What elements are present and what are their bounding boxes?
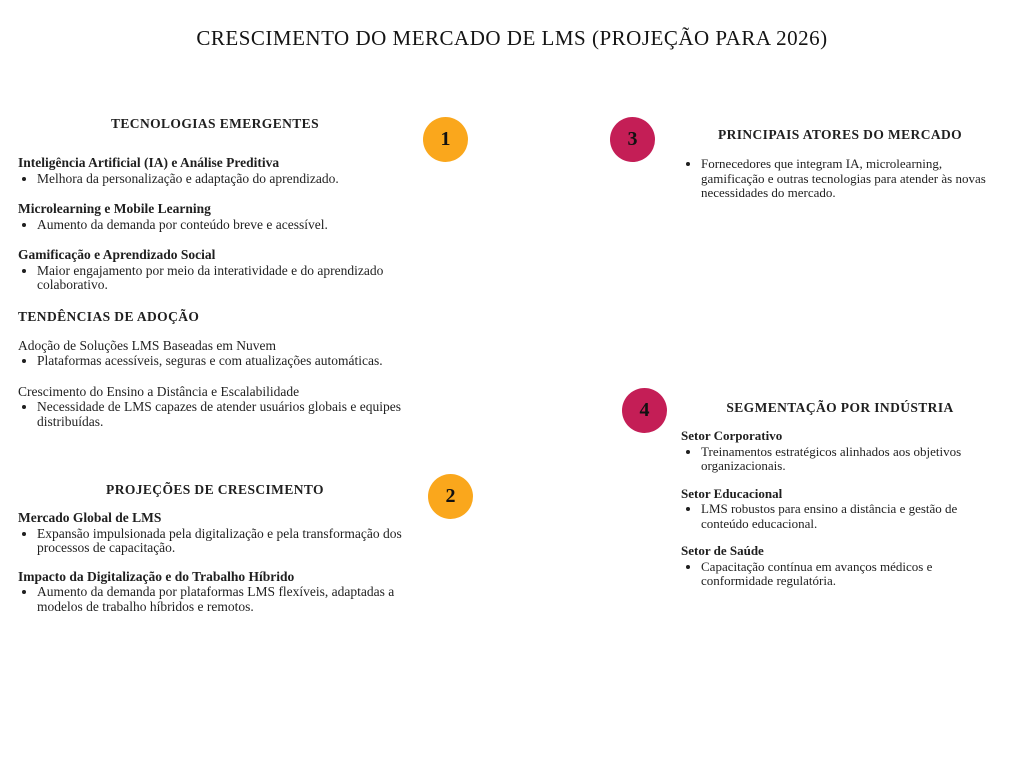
bullet-point: • Maior engajamento por meio da interatividade e do aprendizado colaborativo. <box>37 264 412 293</box>
topic-item <box>18 570 412 615</box>
bullet-list <box>18 218 412 233</box>
topic-heading: Mercado Global de LMS <box>18 510 162 525</box>
section-industry-segmentation <box>681 400 999 602</box>
topic-item <box>18 385 412 430</box>
bullet-list <box>18 354 412 369</box>
topic-item <box>681 487 999 532</box>
topic-item <box>681 157 999 201</box>
bullet-point: • Aumento da demanda por plataformas LMS flexíveis, adaptadas a modelos de trabalho híbridos e remotos. <box>37 585 412 614</box>
topic-heading: Setor Educacional <box>681 485 783 501</box>
step-badge-2 <box>428 474 473 519</box>
step-badge-2-number: 2 <box>445 485 456 507</box>
bullet-list <box>681 560 999 589</box>
bullet-point: • Capacitação contínua em avanços médicos e conformidade regulatória. <box>701 560 999 589</box>
bullet-list <box>681 157 999 201</box>
bullet-point: • LMS robustos para ensino a distância e gestão de conteúdo educacional. <box>701 502 999 531</box>
bullet-list <box>681 445 999 474</box>
topic-heading: Crescimento do Ensino a Distância e Escalabilidade <box>18 383 300 399</box>
bullet-point: • Aumento da demanda por conteúdo breve e acessível. <box>37 218 412 233</box>
bullet-point: • Fornecedores que integram IA, microlearning, gamificação e outras tecnologias para atender às novas necessidades do mercado. <box>701 157 999 201</box>
section-header-industry-segmentation: SEGMENTAÇÃO POR INDÚSTRIA <box>726 400 954 415</box>
topic-item <box>18 156 412 186</box>
topic-heading: Microlearning e Mobile Learning <box>18 201 211 216</box>
topic-item <box>681 429 999 474</box>
section-emerging-technologies <box>18 116 412 445</box>
section-growth-projections <box>18 482 412 628</box>
topic-heading: Setor de Saúde <box>681 543 764 558</box>
section-header-market-players: PRINCIPAIS ATORES DO MERCADO <box>717 127 963 142</box>
topic-heading: Impacto da Digitalização e do Trabalho Híbrido <box>18 568 295 584</box>
section-header-adoption-trends: TENDÊNCIAS DE ADOÇÃO <box>18 308 200 324</box>
step-badge-3-number: 3 <box>627 128 638 150</box>
topic-heading: Gamificação e Aprendizado Social <box>18 247 216 262</box>
section-header-emerging-technologies: TECNOLOGIAS EMERGENTES <box>111 116 319 131</box>
bullet-list <box>18 264 412 293</box>
bullet-point: • Melhora da personalização e adaptação do aprendizado. <box>37 172 412 187</box>
section-market-players <box>681 127 999 214</box>
topic-item <box>18 511 412 556</box>
bullet-list <box>681 502 999 531</box>
topic-item <box>18 248 412 293</box>
section-header-growth-projections: PROJEÇÕES DE CRESCIMENTO <box>106 482 324 497</box>
topic-item <box>18 339 412 369</box>
bullet-point: • Necessidade de LMS capazes de atender usuários globais e equipes distribuídas. <box>37 400 412 429</box>
step-badge-1-number: 1 <box>440 128 451 150</box>
bullet-list <box>18 400 412 429</box>
step-badge-3 <box>610 117 655 162</box>
step-badge-4-number: 4 <box>639 399 650 421</box>
bullet-point: • Treinamentos estratégicos alinhados aos objetivos organizacionais. <box>701 445 999 474</box>
topic-item <box>18 202 412 232</box>
topic-heading: Setor Corporativo <box>681 428 783 443</box>
topic-item <box>681 544 999 589</box>
step-badge-4 <box>622 388 667 433</box>
bullet-list <box>18 585 412 614</box>
bullet-list <box>18 527 412 556</box>
topic-heading: Adoção de Soluções LMS Baseadas em Nuvem <box>18 337 276 353</box>
page-title: CRESCIMENTO DO MERCADO DE LMS (PROJEÇÃO PARA 2026) <box>196 26 828 50</box>
step-badge-1 <box>423 117 468 162</box>
topic-heading: Inteligência Artificial (IA) e Análise Preditiva <box>18 155 280 170</box>
bullet-point: • Plataformas acessíveis, seguras e com atualizações automáticas. <box>37 354 412 369</box>
bullet-point: • Expansão impulsionada pela digitalização e pela transformação dos processos de capacitação. <box>37 527 412 556</box>
bullet-list <box>18 172 412 187</box>
